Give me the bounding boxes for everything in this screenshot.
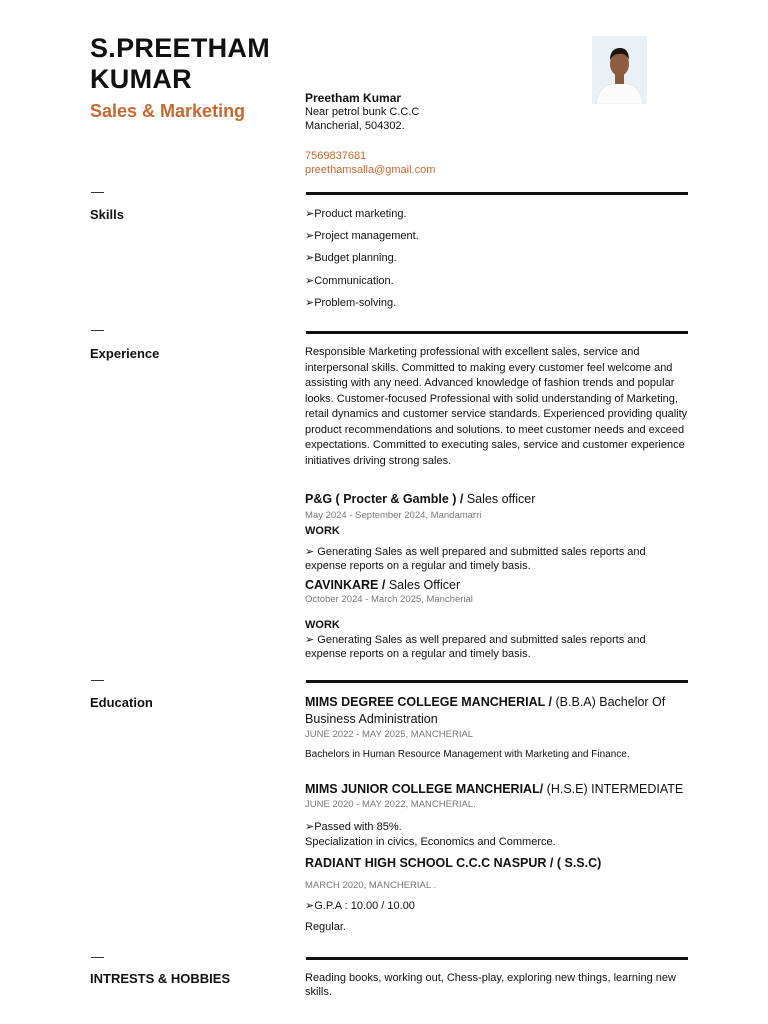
experience-summary: Responsible Marketing professional with excellent sales, service and interpersonal skills. Committed to making every customer feel welcome and assisting with any need. Advanced knowledge of fashion trends and popular looks. Customer-focused Professional with solid understanding of Marketing, retail dynamics and customer service standards. Experienced providing quality product recommendations and solutions. to meet customer needs and exceed expectations. Committed to executing sales, service and customer experience initiatives driving strong sales.	[305, 346, 688, 467]
section-dash	[91, 330, 104, 331]
school-name: RADIANT HIGH SCHOOL C.C.C NASPUR / ( S.S.C)	[305, 856, 602, 870]
hobbies-text: Reading books, working out, Chess-play, exploring new things, learning new skills.	[305, 972, 676, 998]
education-meta: MARCH 2020, MANCHERIAL .	[305, 880, 437, 891]
company-name: P&G ( Procter & Gamble ) /	[305, 492, 464, 506]
education-meta: JUNE 2022 - MAY 2025, MANCHERIAL	[305, 729, 474, 740]
person-photo-icon	[592, 36, 647, 104]
name-line-1: S.PREETHAM	[90, 33, 271, 63]
job-description: ➢ Generating Sales as well prepared and submitted sales reports and expense reports on a regular and timely basis.	[305, 634, 646, 660]
section-rule	[306, 957, 688, 960]
skill-item: ➢Product marketing.	[305, 208, 407, 220]
school-name: MIMS DEGREE COLLEGE MANCHERIAL /	[305, 695, 553, 709]
school-title	[305, 782, 683, 796]
contact-block	[305, 91, 435, 177]
profile-photo	[592, 36, 647, 104]
name-line-2: KUMAR	[90, 64, 192, 94]
skill-item: ➢Problem-solving.	[305, 297, 397, 309]
section-rule	[306, 192, 688, 195]
email-link[interactable]: preethamsalla@gmail.com	[305, 164, 436, 176]
degree-line-2: Business Administration	[305, 712, 438, 726]
job-title	[305, 578, 460, 592]
education-note: Specialization in civics, Economics and Commerce.	[305, 836, 556, 848]
school-name: MIMS JUNIOR COLLEGE MANCHERIAL/	[305, 782, 544, 796]
section-dash	[91, 192, 104, 193]
job-title	[305, 492, 535, 506]
school-title	[305, 856, 601, 870]
skill-item: ➢Project management.	[305, 230, 419, 242]
education-note: ➢Passed with 85%.	[305, 821, 402, 833]
job-position: Sales Officer	[385, 578, 461, 592]
school-title	[305, 695, 665, 709]
job-meta: May 2024 - September 2024, Mandamarri	[305, 510, 482, 521]
work-label: WORK	[305, 525, 340, 537]
education-note: Bachelors in Human Resource Management with Marketing and Finance.	[305, 749, 630, 760]
address-line-1: Near petrol bunk C.C.C	[305, 106, 420, 118]
job-role: Sales & Marketing	[90, 101, 246, 121]
education-meta: JUNE 2020 - MAY 2022, MANCHERIAL.	[305, 799, 476, 810]
education-note: Regular.	[305, 921, 346, 933]
education-note: ➢G.P.A : 10.00 / 10.00	[305, 900, 415, 912]
degree: (H.S.E) INTERMEDIATE	[543, 782, 684, 796]
experience-heading: Experience	[90, 346, 160, 361]
contact-name: Preetham Kumar	[305, 91, 402, 105]
section-dash	[91, 680, 104, 681]
skill-item: ➢Budget planning.	[305, 252, 397, 264]
section-dash	[91, 957, 104, 958]
job-description: ➢ Generating Sales as well prepared and submitted sales reports and expense reports on a regular and timely basis.	[305, 546, 646, 572]
job-position: Sales officer	[463, 492, 536, 506]
section-rule	[306, 331, 688, 334]
company-name: CAVINKARE /	[305, 578, 386, 592]
resume-name	[90, 33, 270, 95]
skill-item: ➢Communication.	[305, 275, 394, 287]
skills-heading: Skills	[90, 207, 124, 222]
phone-number[interactable]: 7569837681	[305, 150, 367, 162]
address-line-2: Mancherial, 504302.	[305, 120, 405, 132]
hobbies-heading: INTRESTS & HOBBIES	[90, 971, 231, 986]
work-label: WORK	[305, 619, 340, 631]
education-heading: Education	[90, 695, 153, 710]
degree: (B.B.A) Bachelor Of	[552, 695, 666, 709]
job-meta: October 2024 - March 2025, Mancherial	[305, 594, 473, 605]
section-rule	[306, 680, 688, 683]
